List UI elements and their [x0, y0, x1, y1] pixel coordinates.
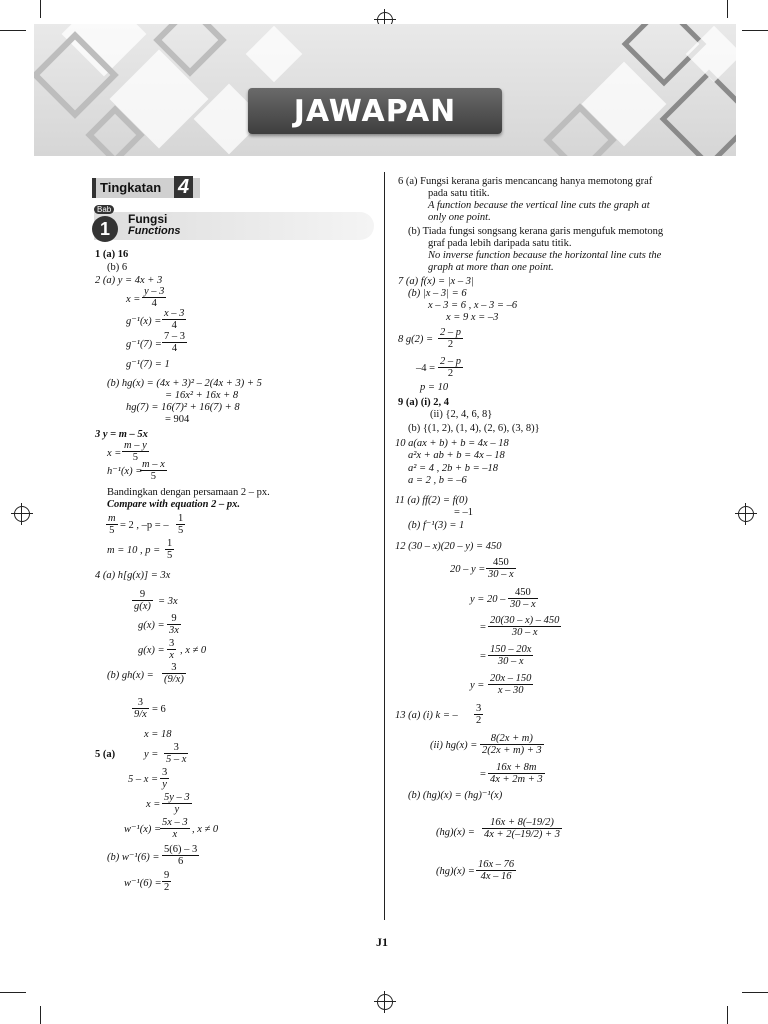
- answer-line: x =: [126, 294, 141, 305]
- page-title: JAWAPAN: [293, 93, 457, 129]
- answer-line: 13 (a) (i) k = –: [395, 710, 458, 721]
- page-number: J1: [376, 935, 388, 949]
- answer-line: (hg)(x) =: [436, 866, 475, 877]
- answer-line: a = 2 , b = –6: [408, 475, 467, 486]
- answer-line: = 3x: [158, 596, 178, 607]
- answer-line: hg(7) = 16(7)² + 16(7) + 8: [126, 402, 240, 413]
- registration-mark-icon: [738, 506, 754, 522]
- answer-line: y =: [144, 749, 159, 760]
- answer-line: = 16x² + 16x + 8: [165, 390, 239, 401]
- answer-line: 5 – x =: [128, 774, 159, 785]
- fraction: $\frac{9}{g(x)}$: [134, 589, 151, 612]
- answer-line: g(x) =: [138, 645, 165, 656]
- fraction: $\frac{7 - 3}{4}$: [164, 331, 185, 354]
- answer-line: A function because the vertical line cuts the graph at: [428, 200, 650, 211]
- fraction: $\frac{5x - 3}{x}$: [162, 817, 188, 840]
- answer-line: 6 (a) Fungsi kerana garis mencancang hanya memotong graf: [398, 176, 653, 187]
- answer-line: w⁻¹(6) =: [124, 878, 162, 889]
- chapter-title-en: Functions: [128, 225, 181, 237]
- fraction: $\frac{450}{30 - x}$: [488, 557, 514, 580]
- fraction: $\frac{m - x}{5}$: [142, 459, 165, 482]
- fraction: $\frac{3}{2}$: [476, 703, 482, 726]
- answer-line: 4 (a) h[g(x)] = 3x: [95, 570, 171, 581]
- answer-line: 10 a(ax + b) + b = 4x – 18: [395, 438, 509, 449]
- answer-line: = 6: [152, 704, 166, 715]
- fraction: $\frac{1}{5}$: [178, 513, 184, 536]
- answer-line: 7 (a) f(x) = |x – 3|: [398, 276, 474, 287]
- answer-line: (b) f⁻¹(3) = 1: [408, 520, 465, 531]
- answer-line: p = 10: [420, 382, 449, 393]
- chapter-number: 1: [92, 216, 118, 242]
- crop-mark: [727, 1006, 728, 1024]
- answer-line: , x ≠ 0: [180, 645, 207, 656]
- answer-line: x =: [146, 799, 161, 810]
- answer-line: –4 =: [416, 363, 436, 374]
- answer-line: 5 (a): [95, 749, 116, 760]
- answer-line: = 904: [165, 414, 190, 425]
- answer-line: (b) (hg)(x) = (hg)⁻¹(x): [408, 790, 503, 801]
- answer-line: 8 g(2) =: [398, 334, 434, 345]
- crop-mark: [0, 992, 26, 993]
- fraction: $\frac{3}{5 - x}$: [166, 742, 187, 765]
- answer-line: (b) gh(x) =: [107, 670, 154, 681]
- fraction: $\frac{3}{y}$: [162, 767, 168, 790]
- answer-line: x =: [107, 448, 122, 459]
- answer-line: 9 (a) (i) 2, 4: [398, 397, 450, 408]
- answer-line: x = 9 x = –3: [446, 312, 499, 323]
- fraction: $\frac{8(2x + m)}{2(2x + m) + 3}$: [482, 733, 542, 756]
- answer-line: = 2 , –p = –: [120, 520, 169, 531]
- fraction: $\frac{m - y}{5}$: [124, 440, 147, 463]
- fraction: $\frac{450}{30 - x}$: [510, 587, 536, 610]
- answer-line: only one point.: [428, 212, 491, 223]
- registration-mark-icon: [377, 994, 393, 1010]
- answer-line: w⁻¹(x) =: [124, 824, 162, 835]
- answer-line: (ii) {2, 4, 6, 8}: [430, 409, 493, 420]
- answer-line: =: [480, 622, 486, 633]
- answer-line: x – 3 = 6 , x – 3 = –6: [428, 300, 518, 311]
- answer-line: (b) Tiada fungsi songsang kerana garis mengufuk memotong: [408, 226, 664, 237]
- answer-line: m = 10 , p =: [107, 545, 161, 556]
- answer-line: 12 (30 – x)(20 – y) = 450: [395, 541, 502, 552]
- fraction: $\frac{y - 3}{4}$: [144, 286, 165, 309]
- answer-line: 2 (a) y = 4x + 3: [95, 275, 163, 286]
- answer-line: No inverse function because the horizontal line cuts the: [428, 250, 662, 261]
- fraction: $\frac{20(30 - x) - 450}{30 - x}$: [490, 615, 560, 638]
- answer-line: , x ≠ 0: [192, 824, 219, 835]
- crop-mark: [0, 30, 26, 31]
- answer-line: h⁻¹(x) =: [107, 466, 143, 477]
- answer-line: Compare with equation 2 – px.: [107, 499, 241, 510]
- fraction: $\frac{m}{5}$: [108, 513, 116, 536]
- answer-line: x = 18: [144, 729, 172, 740]
- answer-line: g⁻¹(7) = 1: [126, 359, 170, 370]
- answer-line: Bandingkan dengan persamaan 2 – px.: [107, 487, 270, 498]
- answer-line: (hg)(x) =: [436, 827, 475, 838]
- column-divider: [384, 172, 385, 920]
- answer-line: 20 – y =: [450, 564, 486, 575]
- answer-line: g(x) =: [138, 620, 165, 631]
- fraction: $\frac{x - 3}{4}$: [164, 308, 185, 331]
- fraction: $\frac{3}{(9/x)}$: [164, 662, 184, 685]
- fraction: $\frac{5y - 3}{y}$: [164, 792, 190, 815]
- crop-mark: [742, 992, 768, 993]
- answer-line: (b) 6: [107, 262, 128, 273]
- answer-line: graph at more than one point.: [428, 262, 554, 273]
- crop-mark: [40, 0, 41, 18]
- answer-line: graf pada lebih daripada satu titik.: [428, 238, 572, 249]
- answer-line: (ii) hg(x) =: [430, 740, 478, 751]
- fraction: $\frac{16x - 76}{4x - 16}$: [478, 859, 515, 882]
- answer-line: =: [480, 769, 486, 780]
- answer-line: (b) |x – 3| = 6: [408, 288, 467, 299]
- fraction: $\frac{3}{9/x}$: [134, 697, 147, 720]
- fraction: $\frac{150 - 20x}{30 - x}$: [490, 644, 532, 667]
- answer-line: (b) w⁻¹(6) =: [107, 852, 160, 863]
- answer-line: g⁻¹(x) =: [126, 316, 162, 327]
- answer-line: pada satu titik.: [428, 188, 490, 199]
- answer-line: 11 (a) ff(2) = f(0): [395, 495, 468, 506]
- fraction: $\frac{3}{x}$: [169, 638, 175, 661]
- fraction: $\frac{16x + 8m}{4x + 2m + 3}$: [490, 762, 543, 785]
- fraction: $\frac{16x + 8(-19/2)}{4x + 2(-19/2) + 3}$: [484, 817, 560, 840]
- crop-mark: [742, 30, 768, 31]
- level-number: 4: [174, 176, 193, 198]
- chapter-title: Fungsi: [128, 212, 168, 226]
- answer-line: a²x + ab + b = 4x – 18: [408, 450, 505, 461]
- fraction: $\frac{9}{3x}$: [169, 613, 179, 636]
- answer-line: (b) {(1, 2), (1, 4), (2, 6), (3, 8)}: [408, 423, 540, 434]
- answer-line: 3 y = m – 5x: [95, 429, 148, 440]
- crop-mark: [40, 1006, 41, 1024]
- answer-line: (b) hg(x) = (4x + 3)² – 2(4x + 3) + 5: [107, 378, 262, 389]
- answer-line: y =: [470, 680, 485, 691]
- fraction: $\frac{2 - p}{2}$: [440, 356, 461, 379]
- page-title-box: [248, 88, 502, 134]
- answer-line: a² = 4 , 2b + b = –18: [408, 463, 499, 474]
- crop-mark: [727, 0, 728, 18]
- answer-line: =: [480, 651, 486, 662]
- answer-line: = –1: [454, 507, 474, 518]
- fraction: $\frac{20x - 150}{x - 30}$: [490, 673, 532, 696]
- registration-mark-icon: [14, 506, 30, 522]
- answer-line: g⁻¹(7) =: [126, 339, 162, 350]
- bab-label: Bab: [94, 205, 114, 214]
- fraction: $\frac{9}{2}$: [164, 870, 170, 893]
- answer-line: 1 (a) 16: [95, 249, 129, 260]
- fraction: $\frac{2 - p}{2}$: [440, 327, 461, 350]
- level-label: Tingkatan: [100, 180, 162, 195]
- fraction: $\frac{5(6) - 3}{6}$: [164, 844, 198, 867]
- answer-line: y = 20 –: [470, 594, 506, 605]
- fraction: $\frac{1}{5}$: [167, 538, 173, 561]
